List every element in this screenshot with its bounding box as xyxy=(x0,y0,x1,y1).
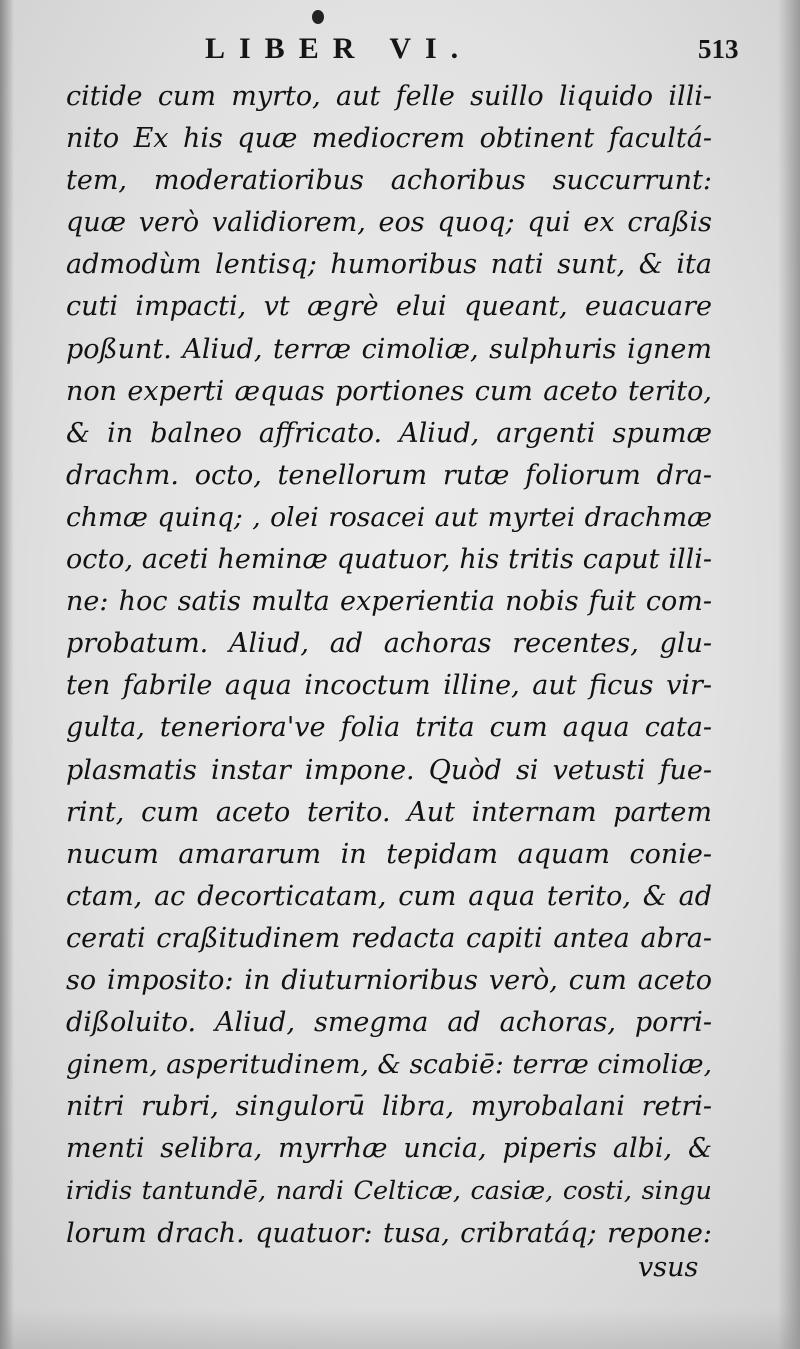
running-head: LIBER VI. xyxy=(205,32,473,65)
text-line: & in balneo affricato. Aliud, argenti spumæ xyxy=(66,417,712,449)
text-line: iridis tantundē, nardi Celticæ, casiæ, costi, singu xyxy=(66,1176,712,1207)
text-line: cerati craßitudinem redacta capiti antea abra- xyxy=(66,922,712,954)
text-line: lorum drach. quatuor: tusa, cribratáq; repone: xyxy=(66,1217,712,1249)
text-line: citide cum myrto, aut felle suillo liquido illi- xyxy=(66,81,712,112)
text-line: nito Ex his quæ mediocrem obtinent facultá- xyxy=(66,123,712,155)
catchword: vsus xyxy=(638,1252,699,1283)
text-line: quæ verò validiorem, eos quoq; qui ex craßis xyxy=(66,207,712,239)
ink-blot-mark xyxy=(312,10,324,24)
text-line: chmæ quinq; , olei rosacei aut myrtei drachmæ xyxy=(66,501,712,533)
page-left-edge-shadow xyxy=(0,0,14,1349)
text-line: menti selibra, myrrhæ uncia, piperis albi, & xyxy=(66,1133,712,1165)
body-text xyxy=(66,76,712,1255)
text-line: plasmatis instar impone. Quòd si vetusti fue- xyxy=(66,754,712,786)
text-line: gulta, teneriora've folia trita cum aqua cata- xyxy=(66,712,712,744)
text-line: probatum. Aliud, ad achoras recentes, glu- xyxy=(66,628,712,660)
text-line: drachm. octo, tenellorum rutæ foliorum dra- xyxy=(66,459,712,491)
text-line: ctam, ac decorticatam, cum aqua terito, & ad xyxy=(66,880,712,912)
text-line: ne: hoc satis multa experientia nobis fuit com- xyxy=(66,586,712,618)
page-bottom-shadow xyxy=(0,1309,800,1349)
text-line: rint, cum aceto terito. Aut internam partem xyxy=(66,796,712,828)
text-line: ten fabrile aqua incoctum illine, aut ficus vir- xyxy=(66,670,712,702)
text-line: nucum amararum in tepidam aquam conie- xyxy=(66,838,712,870)
text-line: so imposito: in diuturnioribus verò, cum aceto xyxy=(66,964,712,996)
text-line: non experti æquas portiones cum aceto terito, xyxy=(66,375,712,407)
text-line: admodùm lentisq; humoribus nati sunt, & ita xyxy=(66,249,712,281)
text-line: nitri rubri, singulorū libra, myrobalani retri- xyxy=(66,1091,712,1123)
text-line: octo, aceti heminæ quatuor, his tritis caput illi- xyxy=(66,544,712,576)
page-right-edge-shadow xyxy=(778,0,800,1349)
page-number: 513 xyxy=(698,34,739,64)
text-line: ginem, asperitudinem, & scabiē: terræ cimoliæ, xyxy=(66,1049,712,1081)
text-line: cuti impacti, vt ægrè elui queant, euacuare xyxy=(66,291,712,323)
text-line: dißoluito. Aliud, smegma ad achoras, porri- xyxy=(66,1007,712,1039)
text-line: tem, moderatioribus achoribus succurrunt: xyxy=(66,165,712,197)
text-line: poßunt. Aliud, terræ cimoliæ, sulphuris ignem xyxy=(66,333,712,365)
